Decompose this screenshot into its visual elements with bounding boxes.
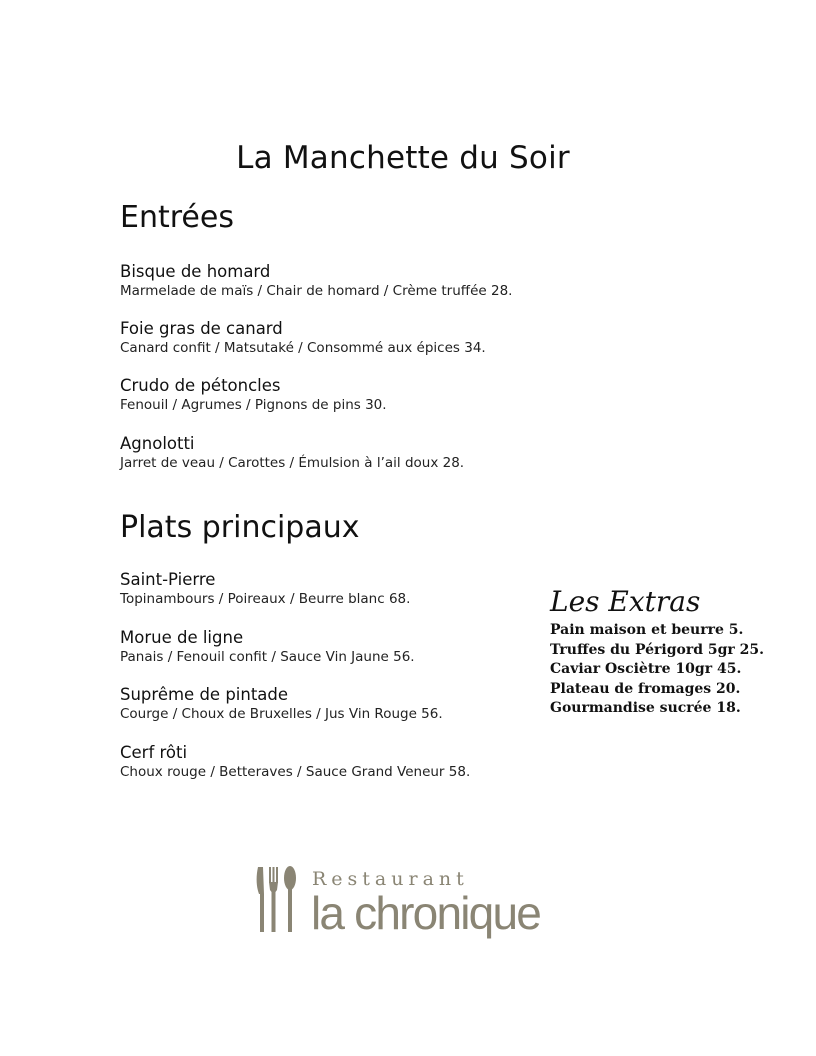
logo-big-text: la chronique (311, 887, 541, 939)
extras-box (550, 585, 790, 719)
fork-knife-spoon-icon (255, 864, 299, 934)
dish-name: Morue de ligne (120, 628, 244, 647)
dish-name: Foie gras de canard (120, 319, 283, 338)
dish-item (120, 570, 540, 608)
dish-name: Crudo de pétoncles (120, 376, 281, 395)
dish-item (120, 319, 540, 357)
dish-name: Agnolotti (120, 434, 195, 453)
section-title-entrees: Entrées (120, 200, 234, 235)
extras-item: Caviar Oscièt​re 10gr 45. (550, 661, 742, 677)
dish-item (120, 434, 540, 472)
dish-item (120, 262, 540, 300)
dish-name: Bisque de homard (120, 262, 271, 281)
section-title-plats: Plats principaux (120, 510, 360, 545)
dish-description: Panais / Fenouil confit / Sauce Vin Jaune 56. (120, 649, 415, 665)
dish-description: Fenouil / Agrumes / Pignons de pins 30. (120, 397, 387, 413)
extras-item: Truffes du Périgord 5gr 25. (550, 641, 765, 658)
dish-item (120, 376, 540, 414)
dish-name: Suprême de pintade (120, 685, 289, 704)
dish-description: Jarret de veau / Carottes / Émulsion à l’ail doux 28. (120, 455, 465, 471)
extras-item: Gourmandise sucrée 18. (550, 700, 741, 716)
extras-item: Pain maison et beurre 5. (550, 622, 744, 638)
extras-list (550, 621, 790, 719)
dish-description: Canard confit / Matsutaké / Consommé aux épices 34. (120, 340, 486, 356)
dish-item (120, 743, 540, 781)
dish-name: Saint-Pierre (120, 570, 216, 589)
dish-description: Marmelade de maïs / Chair de homard / Crème truffée 28. (120, 283, 513, 299)
logo-small-text: Restaurant (312, 868, 469, 890)
menu-title: La Manchette du Soir (236, 140, 570, 176)
dish-name: Cerf rôti (120, 743, 188, 762)
restaurant-logo (255, 862, 555, 946)
extras-title: Les Extras (550, 585, 701, 618)
dish-description: Choux rouge / Betteraves / Sauce Grand Veneur 58. (120, 764, 471, 780)
dish-item (120, 685, 540, 723)
dish-description: Courge / Choux de Bruxelles / Jus Vin Rouge 56. (120, 706, 443, 722)
dish-item (120, 628, 540, 666)
dish-description: Topinambours / Poireaux / Beurre blanc 68. (120, 591, 411, 607)
extras-item: Plateau de fromages 20. (550, 680, 741, 697)
